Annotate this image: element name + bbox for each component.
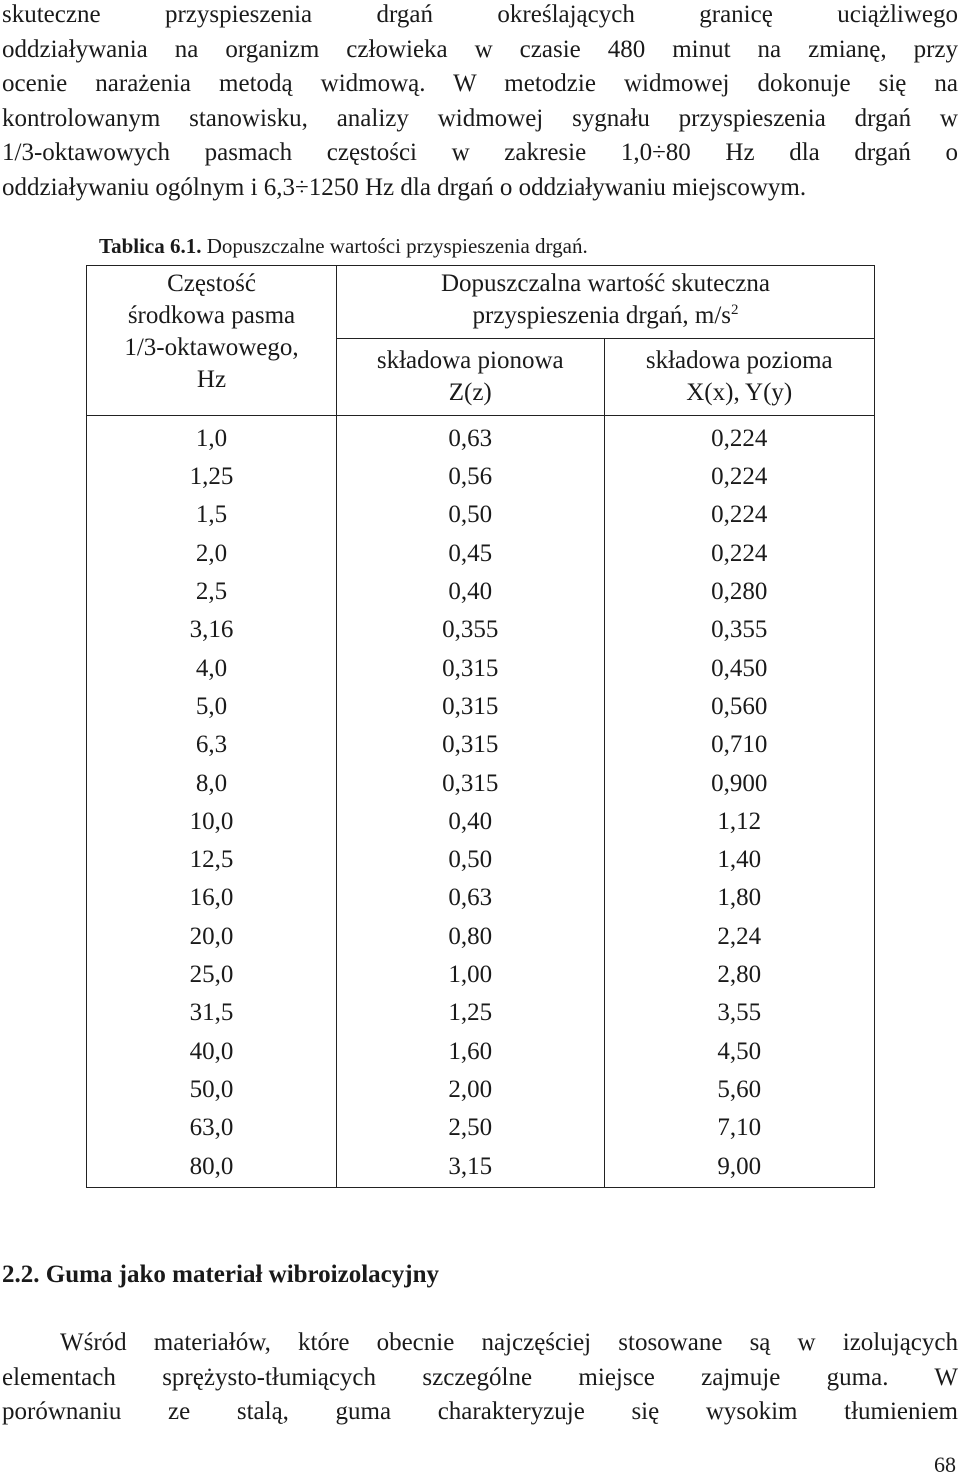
cell-vertical: 0,45 xyxy=(337,535,605,573)
table-row xyxy=(87,726,875,764)
cell-horizontal: 2,80 xyxy=(604,956,875,994)
intro-paragraph xyxy=(2,0,958,205)
cell-vertical: 0,40 xyxy=(337,803,605,841)
table-row xyxy=(87,458,875,496)
table-row xyxy=(87,573,875,611)
paragraph-line: ocenie narażenia metodą widmową. W metodzie widmowej dokonuje się na xyxy=(2,70,958,97)
cell-frequency: 40,0 xyxy=(87,1032,337,1070)
cell-vertical: 0,315 xyxy=(337,688,605,726)
cell-horizontal: 2,24 xyxy=(604,918,875,956)
table-row xyxy=(87,994,875,1032)
cell-vertical: 0,40 xyxy=(337,573,605,611)
header-horizontal-line: X(x), Y(y) xyxy=(686,379,793,406)
cell-frequency: 6,3 xyxy=(87,726,337,764)
cell-horizontal: 1,80 xyxy=(604,879,875,917)
cell-frequency: 80,0 xyxy=(87,1147,337,1188)
cell-frequency: 4,0 xyxy=(87,649,337,687)
cell-vertical: 0,63 xyxy=(337,879,605,917)
cell-vertical: 0,315 xyxy=(337,726,605,764)
cell-vertical: 0,315 xyxy=(337,649,605,687)
cell-frequency: 3,16 xyxy=(87,611,337,649)
header-frequency-line: środkowa pasma xyxy=(127,302,296,329)
header-group-line: Dopuszczalna wartość skuteczna xyxy=(440,270,771,297)
vibration-limits-table xyxy=(86,265,875,1188)
cell-frequency: 25,0 xyxy=(87,956,337,994)
cell-horizontal: 5,60 xyxy=(604,1071,875,1109)
cell-frequency: 50,0 xyxy=(87,1071,337,1109)
table-row xyxy=(87,1071,875,1109)
table-row xyxy=(87,535,875,573)
cell-vertical: 0,63 xyxy=(337,416,605,459)
cell-frequency: 12,5 xyxy=(87,841,337,879)
cell-vertical: 3,15 xyxy=(337,1147,605,1188)
cell-vertical: 0,80 xyxy=(337,918,605,956)
header-group-line2 xyxy=(337,300,874,332)
cell-vertical: 2,00 xyxy=(337,1071,605,1109)
cell-horizontal: 0,710 xyxy=(604,726,875,764)
table-row xyxy=(87,688,875,726)
cell-frequency: 10,0 xyxy=(87,803,337,841)
table-row xyxy=(87,496,875,534)
cell-horizontal: 4,50 xyxy=(604,1032,875,1070)
header-vertical-component xyxy=(337,339,605,416)
cell-horizontal: 0,280 xyxy=(604,573,875,611)
header-frequency-line: 1/3-oktawowego, xyxy=(124,334,299,361)
paragraph-line: oddziaływania na organizm człowieka w czasie 480 minut na zmianę, przy xyxy=(2,35,958,63)
paragraph-line: skuteczne przyspieszenia drgań określających granicę uciążliwego xyxy=(2,1,958,28)
cell-frequency: 2,0 xyxy=(87,535,337,573)
cell-horizontal: 0,355 xyxy=(604,611,875,649)
cell-horizontal: 0,560 xyxy=(604,688,875,726)
header-vertical-line: Z(z) xyxy=(448,379,492,406)
paragraph-line: kontrolowanym stanowisku, analizy widmowej sygnału przyspieszenia drgań w xyxy=(2,104,958,132)
paragraph-line: elementach sprężysto-tłumiących szczególne miejsce zajmuje guma. W xyxy=(2,1363,958,1391)
cell-frequency: 31,5 xyxy=(87,994,337,1032)
header-frequency-line: Częstość xyxy=(167,270,256,297)
table-caption xyxy=(99,234,588,258)
header-horizontal-component xyxy=(604,339,875,416)
header-horizontal-line: składowa pozioma xyxy=(645,347,833,374)
cell-horizontal: 1,12 xyxy=(604,803,875,841)
cell-horizontal: 0,224 xyxy=(604,416,875,459)
cell-vertical: 2,50 xyxy=(337,1109,605,1147)
header-vertical-line: składowa pionowa xyxy=(376,347,564,374)
header-group-text: przyspieszenia drgań, m/s xyxy=(472,302,731,329)
cell-frequency: 2,5 xyxy=(87,573,337,611)
table-row xyxy=(87,764,875,802)
table-row xyxy=(87,611,875,649)
cell-horizontal: 9,00 xyxy=(604,1147,875,1188)
cell-frequency: 1,5 xyxy=(87,496,337,534)
cell-horizontal: 0,450 xyxy=(604,649,875,687)
table-body xyxy=(87,416,875,1188)
cell-vertical: 1,60 xyxy=(337,1032,605,1070)
cell-frequency: 1,25 xyxy=(87,458,337,496)
cell-vertical: 0,50 xyxy=(337,841,605,879)
cell-horizontal: 0,224 xyxy=(604,535,875,573)
table-row xyxy=(87,1147,875,1188)
cell-frequency: 1,0 xyxy=(87,416,337,459)
table-row xyxy=(87,416,875,459)
cell-horizontal: 1,40 xyxy=(604,841,875,879)
table-caption-text: Dopuszczalne wartości przyspieszenia drgań. xyxy=(201,234,588,258)
cell-vertical: 1,25 xyxy=(337,994,605,1032)
cell-vertical: 0,50 xyxy=(337,496,605,534)
cell-vertical: 0,56 xyxy=(337,458,605,496)
page-number: 68 xyxy=(934,1452,956,1477)
paragraph-line: oddziaływaniu ogólnym i 6,3÷1250 Hz dla drgań o oddziaływaniu miejscowym. xyxy=(2,173,807,201)
cell-horizontal: 0,224 xyxy=(604,496,875,534)
table-row xyxy=(87,649,875,687)
header-frequency xyxy=(87,266,337,416)
cell-vertical: 0,315 xyxy=(337,764,605,802)
cell-horizontal: 7,10 xyxy=(604,1109,875,1147)
header-permissible-value xyxy=(337,266,875,339)
cell-vertical: 0,355 xyxy=(337,611,605,649)
paragraph-line: Wśród materiałów, które obecnie najczęściej stosowane są w izolujących xyxy=(60,1329,958,1356)
paragraph-line: porównaniu ze stalą, guma charakteryzuje się wysokim tłumieniem xyxy=(2,1398,958,1425)
cell-frequency: 63,0 xyxy=(87,1109,337,1147)
unit-exponent: 2 xyxy=(731,302,739,318)
table-row xyxy=(87,879,875,917)
cell-frequency: 20,0 xyxy=(87,918,337,956)
section-title: 2.2. Guma jako materiał wibroizolacyjny xyxy=(2,1261,439,1288)
cell-frequency: 8,0 xyxy=(87,764,337,802)
cell-vertical: 1,00 xyxy=(337,956,605,994)
cell-horizontal: 0,224 xyxy=(604,458,875,496)
table-row xyxy=(87,956,875,994)
table-row xyxy=(87,803,875,841)
table-row xyxy=(87,1032,875,1070)
table-caption-label: Tablica 6.1. xyxy=(99,234,202,258)
section-paragraph xyxy=(2,1326,958,1430)
table-row xyxy=(87,841,875,879)
cell-frequency: 16,0 xyxy=(87,879,337,917)
cell-frequency: 5,0 xyxy=(87,688,337,726)
table-row xyxy=(87,918,875,956)
table-row xyxy=(87,1109,875,1147)
cell-horizontal: 0,900 xyxy=(604,764,875,802)
cell-horizontal: 3,55 xyxy=(604,994,875,1032)
header-frequency-line: Hz xyxy=(196,366,227,393)
paragraph-line: 1/3-oktawowych pasmach częstości w zakresie 1,0÷80 Hz dla drgań o xyxy=(2,139,958,166)
